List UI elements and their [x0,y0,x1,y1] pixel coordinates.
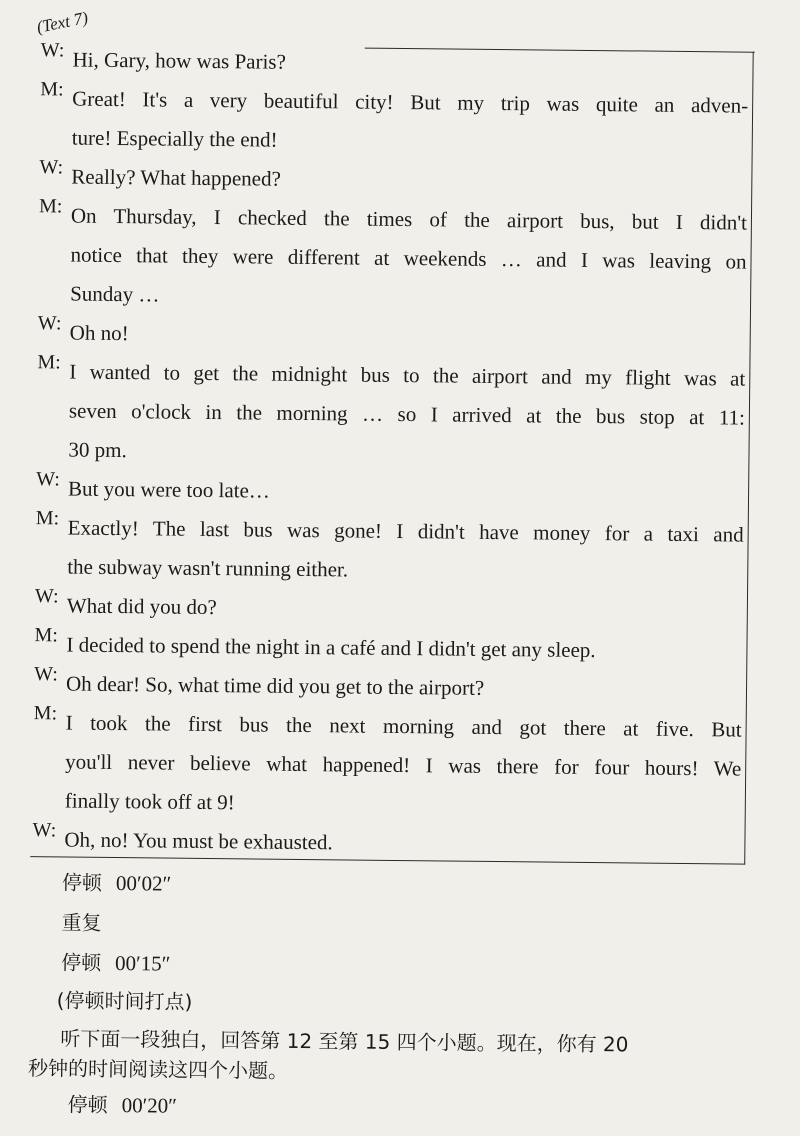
utterance-line: Hi, Gary, how was Paris? [72,47,286,74]
speaker-label: W: [32,819,57,842]
dialogue-transcript [32,40,749,866]
utterance-line: Oh no! [69,320,129,346]
pause-note: (停顿时间打点) [56,988,193,1014]
speaker-label: M: [37,351,61,374]
utterance-line: I decided to spend the night in a café and I didn't get any sleep. [66,632,596,663]
utterance-line: What did you do? [66,593,217,620]
speaker-label: W: [34,585,59,608]
pause-line-3 [68,1089,178,1119]
utterance-line: seven o'clock in the morning … so I arrived at the bus stop at 11: [68,398,746,430]
utterance-line: On Thursday, I checked the times of the airport bus, but I didn't [70,203,748,235]
dialogue-turn [33,703,742,827]
dialogue-turn [35,508,744,593]
speaker-label: W: [39,156,64,179]
dialogue-turn [36,352,745,476]
speaker-label: M: [38,195,63,218]
pause-line-1 [62,866,172,896]
pause-label: 停顿 [61,950,102,975]
pause-label: 停顿 [61,870,103,895]
utterance-line: finally took off at 9! [64,788,235,815]
pause-duration: 00′02″ [115,871,172,896]
utterance-line: But you were too late… [67,476,271,503]
utterance-line: 30 pm. [68,437,127,463]
speaker-label: W: [40,39,65,62]
pause-duration: 00′15″ [115,951,171,976]
speaker-label: M: [35,507,60,530]
speaker-label: M: [33,702,58,725]
speaker-label: W: [37,312,62,335]
utterance-line: Exactly! The last bus was gone! I didn't have money for a taxi and [67,515,744,547]
speaker-label: M: [40,78,64,101]
repeat-line [61,906,101,935]
utterance-line: the subway wasn't running either. [67,554,349,582]
utterance-line: ture! Especially the end! [71,125,278,152]
dialogue-turn [32,820,740,866]
utterance-line: Really? What happened? [71,164,282,191]
text-label: (Text 7) [35,7,90,37]
pause-line-2 [61,946,171,976]
instruction-line-1: 听下面一段独白，回答第 12 至第 15 四个小题。现在，你有 20 [60,1026,629,1057]
speaker-label: M: [34,624,59,647]
pause-duration: 00′20″ [121,1093,178,1118]
utterance-line: Oh dear! So, what time did you get to the airport? [65,671,485,700]
instruction-line-2: 秒钟的时间阅读这四个小题。 [27,1056,289,1083]
utterance-line: Oh, no! You must be exhausted. [64,827,333,855]
utterance-line: I wanted to get the midnight bus to the airport and my flight was at [69,359,746,391]
utterance-line: you'll never believe what happened! I was there for four hours! We [65,749,742,781]
dialogue-turn [40,79,749,164]
pause-label: 停顿 [67,1092,108,1117]
speaker-label: W: [36,468,61,491]
utterance-line: Great! It's a very beautiful city! But my trip was quite an adven- [72,86,749,118]
repeat-label: 重复 [61,910,102,935]
speaker-label: W: [34,663,58,686]
utterance-line: I took the first bus the next morning and got there at five. But [65,710,742,742]
utterance-line: Sunday … [70,281,160,307]
utterance-line: notice that they were different at weekends … and I was leaving on [70,242,747,274]
dialogue-turn [38,196,747,320]
audio-script-instructions [27,866,760,1118]
